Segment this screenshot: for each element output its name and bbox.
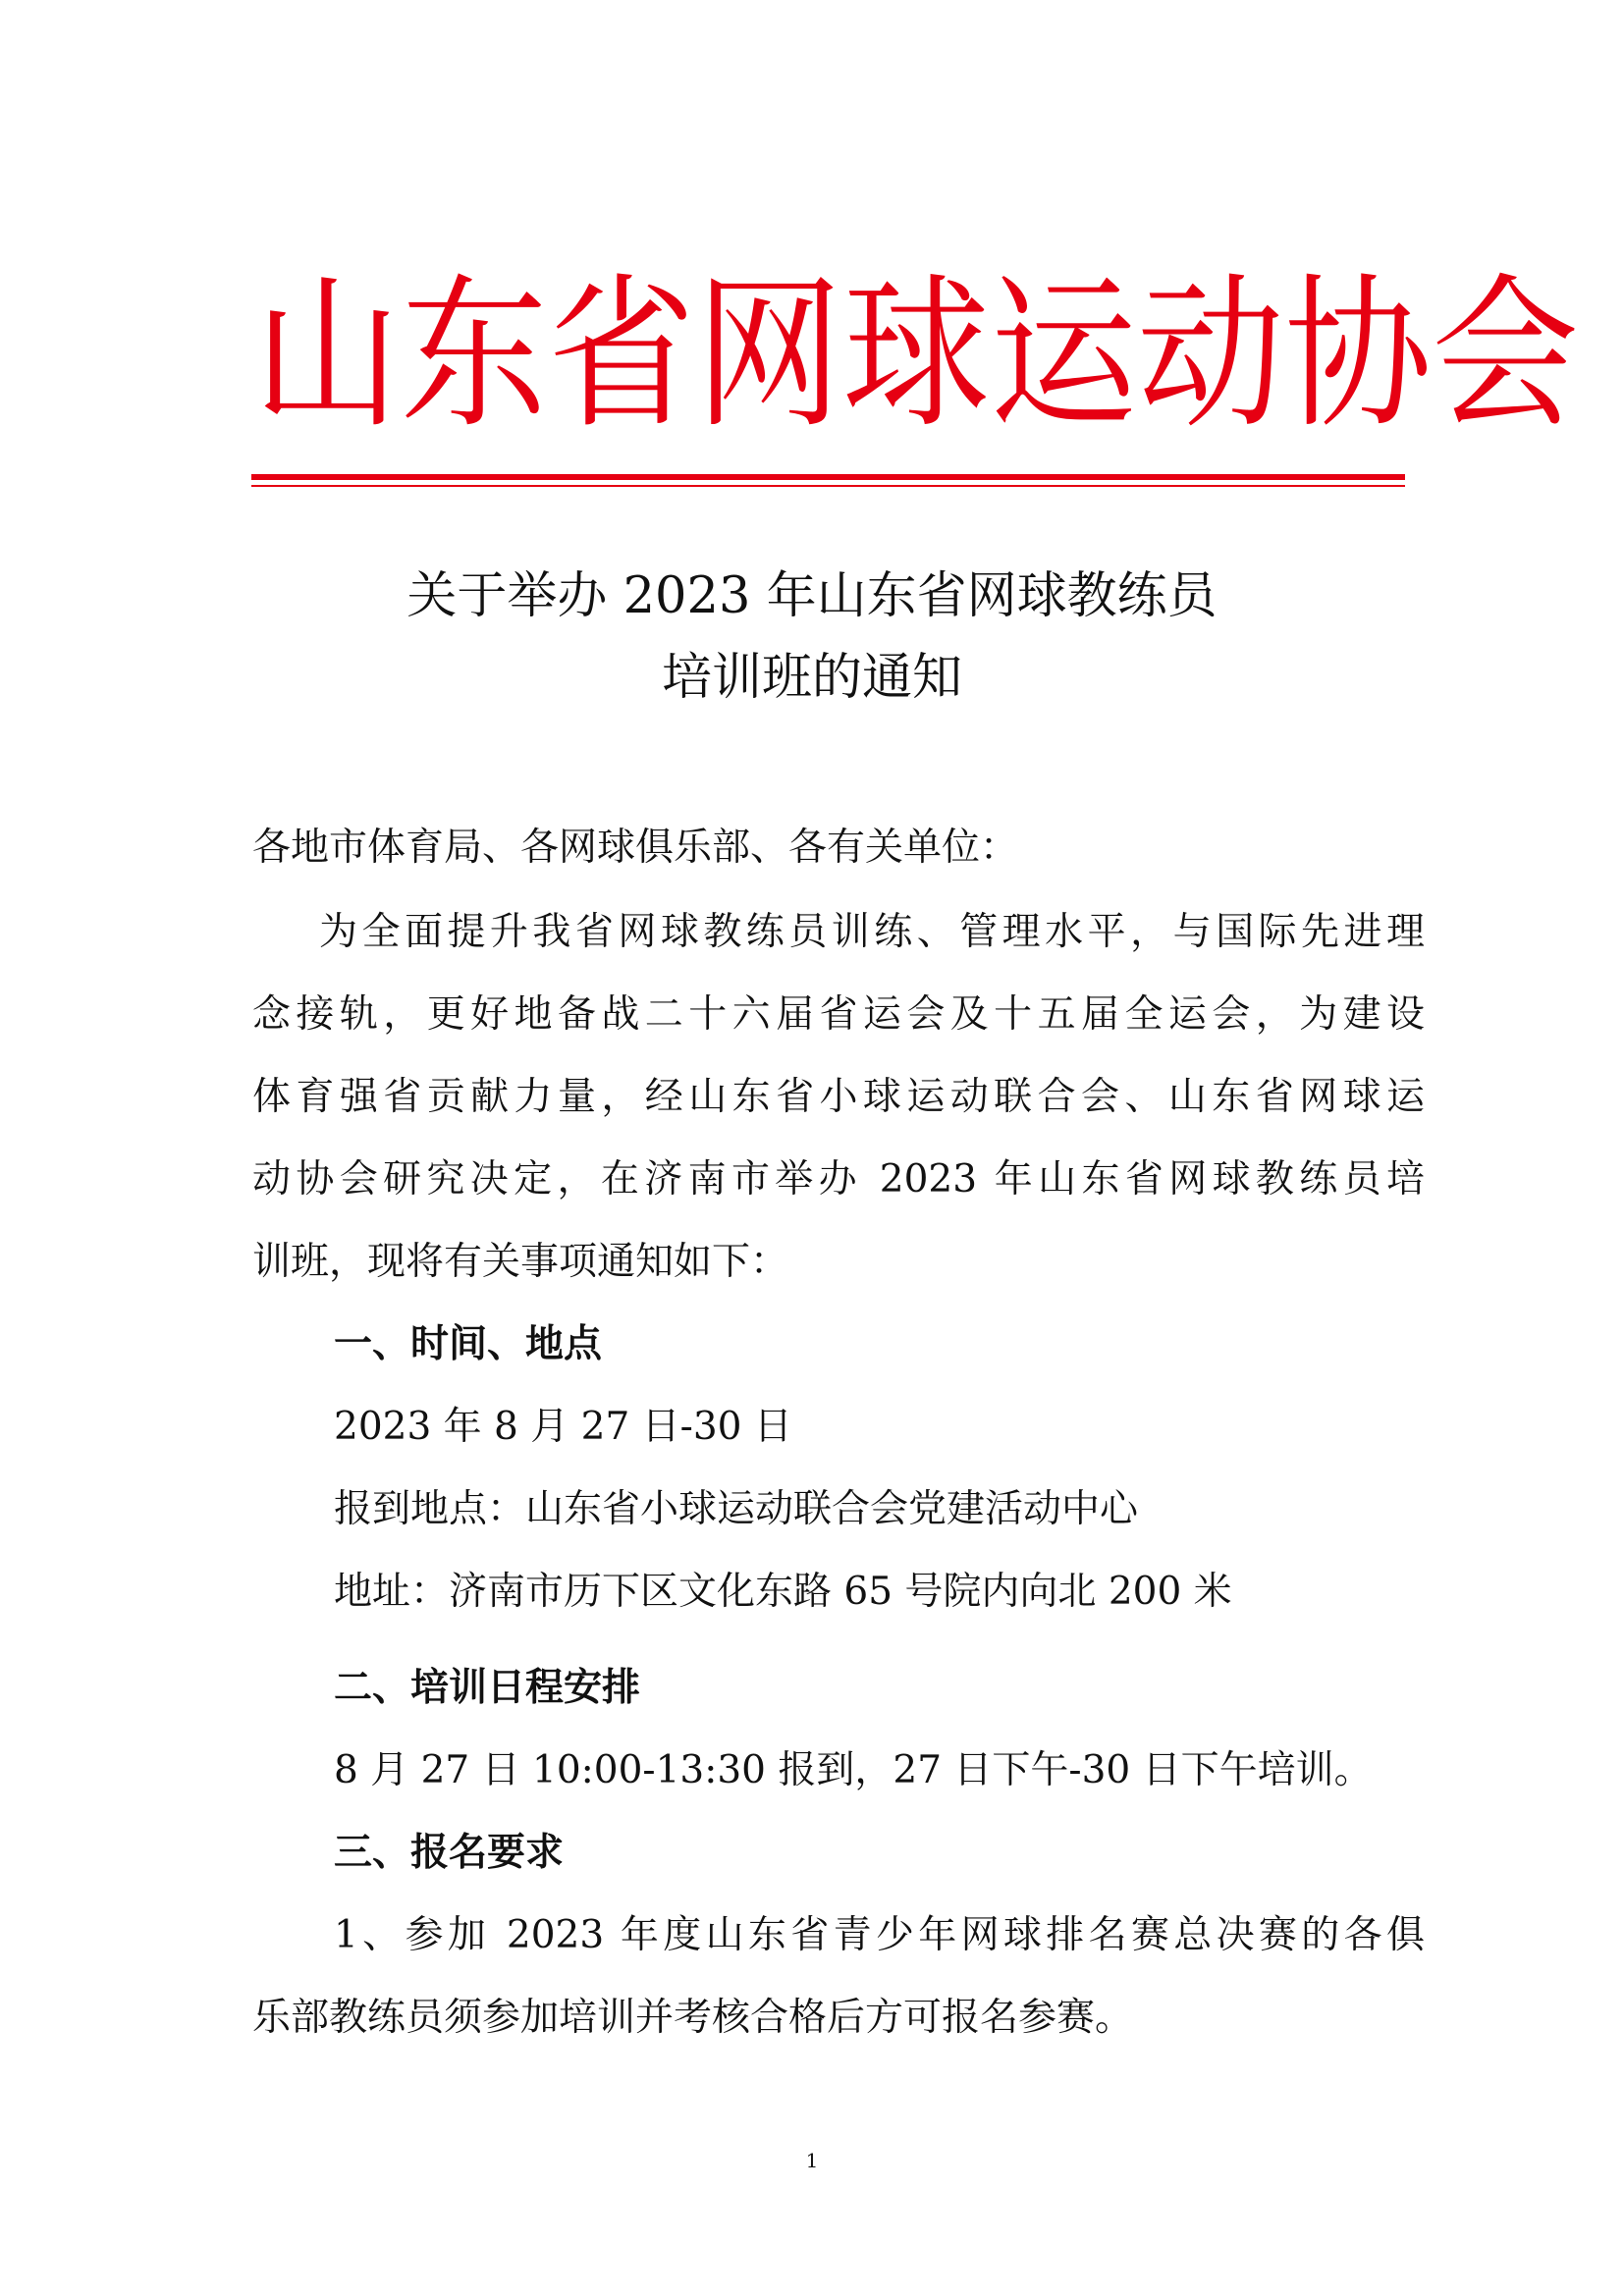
venue-address: 地址：济南市历下区文化东路 65 号院内向北 200 米	[334, 1570, 1232, 1614]
notice-title-line-1: 关于举办 2023 年山东省网球教练员	[406, 567, 1218, 625]
letterhead-char: 球	[842, 259, 991, 452]
letterhead-rule-thin	[251, 485, 1405, 487]
requirement-item-line: 乐部教练员须参加培训并考核合格后方可报名参赛。	[252, 1996, 1134, 2040]
intro-paragraph-line: 体育强省贡献力量，经山东省小球运动联合会、山东省网球运	[252, 1075, 1425, 1119]
section-heading-registration: 三、报名要求	[334, 1831, 565, 1875]
letterhead-char: 山	[253, 259, 402, 452]
training-dates: 2023 年 8 月 27 日-30 日	[334, 1405, 792, 1449]
section-heading-time-place: 一、时间、地点	[334, 1322, 603, 1366]
letterhead-org-name	[253, 257, 1580, 454]
check-in-venue: 报到地点：山东省小球运动联合会党建活动中心	[334, 1487, 1139, 1531]
section-heading-schedule: 二、培训日程安排	[334, 1666, 641, 1710]
intro-paragraph-line: 动协会研究决定，在济南市举办 2023 年山东省网球教练员培	[252, 1157, 1425, 1201]
notice-title-line-2: 培训班的通知	[661, 649, 962, 707]
letterhead-rule-thick	[251, 474, 1405, 480]
page-number: 1	[805, 2149, 819, 2172]
requirement-item-line: 1、参加 2023 年度山东省青少年网球排名赛总决赛的各俱	[334, 1913, 1425, 1957]
training-schedule: 8 月 27 日 10:00-13:30 报到，27 日下午-30 日下午培训。	[334, 1748, 1373, 1792]
letterhead-char: 省	[548, 259, 696, 452]
letterhead-char: 会	[1432, 259, 1580, 452]
letterhead-char: 运	[990, 259, 1138, 452]
intro-paragraph-line: 训班，现将有关事项通知如下：	[252, 1240, 789, 1284]
letterhead-char: 协	[1284, 259, 1433, 452]
intro-paragraph-line: 念接轨，更好地备战二十六届省运会及十五届全运会，为建设	[252, 992, 1425, 1037]
letterhead-char: 动	[1137, 259, 1285, 452]
letterhead-char: 东	[401, 259, 549, 452]
intro-paragraph-line: 为全面提升我省网球教练员训练、管理水平，与国际先进理	[319, 910, 1425, 954]
letterhead-char: 网	[695, 259, 843, 452]
salutation: 各地市体育局、各网球俱乐部、各有关单位：	[252, 826, 1019, 870]
